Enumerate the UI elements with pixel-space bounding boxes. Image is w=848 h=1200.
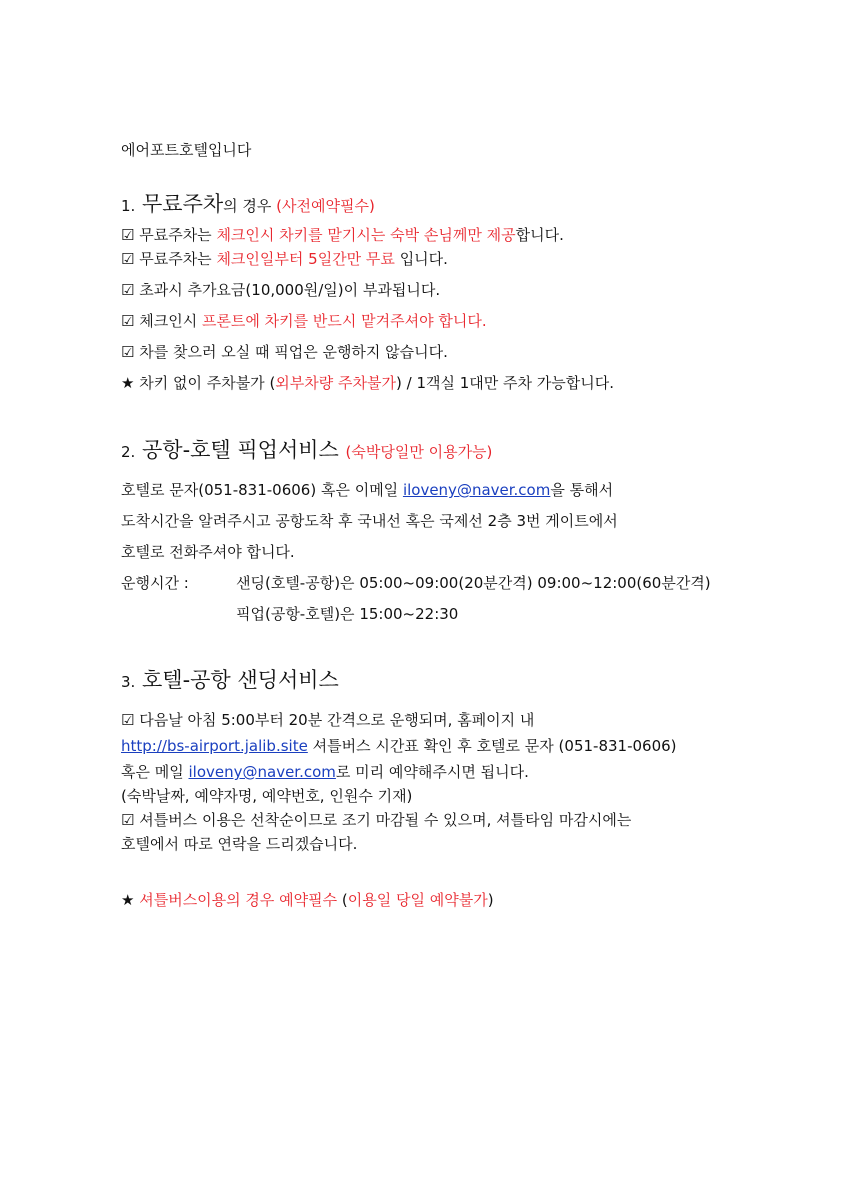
pickup-hours: 픽업(공항-호텔)은 15:00~22:30 [236,605,459,623]
section2-note: (숙박당일만 이용가능) [345,443,493,461]
shuttle-url-link[interactable]: http://bs-airport.jalib.site [121,737,308,755]
section1-item-1: ☑ 무료주차는 체크인시 차키를 맡기시는 숙박 손님께만 제공합니다. [121,226,564,244]
section3-line-4: (숙박날짜, 예약자명, 예약번호, 인원수 기재) [121,787,413,805]
section1-number: 1. [121,197,136,215]
intro-text: 에어포트호텔입니다 [121,141,252,159]
checkbox-icon: ☑ [121,250,140,268]
section1-item-4: ☑ 체크인시 프론트에 차키를 반드시 맡겨주셔야 합니다. [121,312,487,330]
section3-line-1: ☑ 다음날 아침 5:00부터 20분 간격으로 운행되며, 홈페이지 내 [121,711,535,729]
checkbox-icon: ☑ [121,226,140,244]
section2-line-3: 호텔로 전화주셔야 합니다. [121,543,295,561]
section3-line-3: 혹은 메일 iloveny@naver.com로 미리 예약해주시면 됩니다. [121,763,529,781]
section1-note: (사전예약필수) [276,197,375,215]
section3-line-5: ☑ 셔틀버스 이용은 선착순이므로 조기 마감될 수 있으며, 셔틀타임 마감시에는 [121,811,632,829]
section3-line-2: http://bs-airport.jalib.site 셔틀버스 시간표 확인 후 호텔로 문자 (051-831-0606) [121,737,677,755]
operating-hours-label: 운행시간 : [121,574,189,592]
section1-item-2: ☑ 무료주차는 체크인일부터 5일간만 무료 입니다. [121,250,448,268]
section1-item-5: ☑ 차를 찾으러 오실 때 픽업은 운행하지 않습니다. [121,343,448,361]
checkbox-icon: ☑ [121,312,140,330]
section1-title-suffix: 의 경우 [223,197,277,215]
section1-heading [121,191,375,219]
shuttle-reservation-notice: ★ 셔틀버스이용의 경우 예약필수 (이용일 당일 예약불가) [121,891,494,909]
checkbox-icon: ☑ [121,343,140,361]
section1-title: 무료주차 [142,192,224,216]
section2-heading [121,437,492,465]
star-icon: ★ [121,374,140,392]
section3-heading [121,667,339,695]
section3-line-6: 호텔에서 따로 연락을 드리겠습니다. [121,835,358,853]
section2-number: 2. [121,443,136,461]
sending-hours: 샌딩(호텔-공항)은 05:00~09:00(20분간격) 09:00~12:00(60분간격) [236,574,711,592]
email-link[interactable]: iloveny@naver.com [402,481,551,499]
section3-number: 3. [121,673,136,691]
section1-item-3: ☑ 초과시 추가요금(10,000원/일)이 부과됩니다. [121,281,441,299]
section2-line-2: 도착시간을 알려주시고 공항도착 후 국내선 혹은 국제선 2층 3번 게이트에서 [121,512,618,530]
section2-line-1: 호텔로 문자(051-831-0606) 혹은 이메일 iloveny@naver.com을 통해서 [121,481,614,499]
section3-title: 호텔-공항 샌딩서비스 [142,668,339,692]
star-icon: ★ [121,891,140,909]
section2-title: 공항-호텔 픽업서비스 [142,438,346,462]
operating-hours-row [121,573,711,593]
section1-item-6: ★ 차키 없이 주차불가 (외부차량 주차불가) / 1객실 1대만 주차 가능합니다. [121,374,614,392]
email-link[interactable]: iloveny@naver.com [188,763,336,781]
checkbox-icon: ☑ [121,281,140,299]
